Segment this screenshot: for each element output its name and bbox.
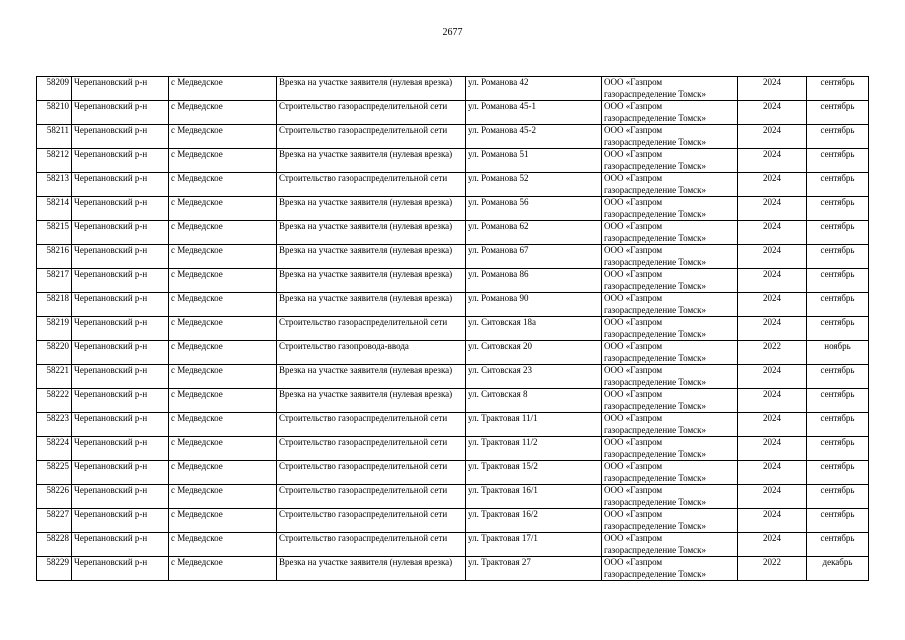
table-row — [37, 413, 869, 437]
year-cell: 2024 — [738, 389, 807, 413]
organization-cell — [602, 293, 738, 317]
row-number: 58224 — [37, 437, 72, 461]
year-cell: 2024 — [738, 365, 807, 389]
district-cell: Черепановский р-н — [72, 221, 169, 245]
organization-line-1: ООО «Газпром — [604, 461, 663, 471]
year-cell: 2024 — [738, 77, 807, 101]
organization-cell — [602, 245, 738, 269]
district-cell: Черепановский р-н — [72, 557, 169, 581]
work-type-cell: Врезка на участке заявителя (нулевая врезка) — [277, 245, 466, 269]
year-cell: 2024 — [738, 437, 807, 461]
settlement-cell: с Медведское — [169, 557, 277, 581]
work-type-cell: Строительство газораспределительной сети — [277, 437, 466, 461]
organization-cell — [602, 485, 738, 509]
table-row — [37, 509, 869, 533]
month-cell: сентябрь — [807, 149, 869, 173]
year-cell: 2024 — [738, 149, 807, 173]
registry-rows — [37, 77, 869, 581]
year-cell: 2024 — [738, 221, 807, 245]
address-cell: ул. Ситовская 18а — [466, 317, 602, 341]
district-cell: Черепановский р-н — [72, 77, 169, 101]
month-cell: сентябрь — [807, 437, 869, 461]
table-row — [37, 197, 869, 221]
year-cell: 2024 — [738, 197, 807, 221]
work-type-cell: Врезка на участке заявителя (нулевая врезка) — [277, 77, 466, 101]
year-cell: 2022 — [738, 341, 807, 365]
month-cell: сентябрь — [807, 413, 869, 437]
year-cell: 2024 — [738, 413, 807, 437]
row-number: 58213 — [37, 173, 72, 197]
row-number: 58218 — [37, 293, 72, 317]
table-row — [37, 173, 869, 197]
organization-cell — [602, 413, 738, 437]
row-number: 58227 — [37, 509, 72, 533]
address-cell: ул. Романова 45-2 — [466, 125, 602, 149]
row-number: 58221 — [37, 365, 72, 389]
row-number: 58223 — [37, 413, 72, 437]
district-cell: Черепановский р-н — [72, 173, 169, 197]
work-type-cell: Врезка на участке заявителя (нулевая врезка) — [277, 149, 466, 173]
address-cell: ул. Романова 42 — [466, 77, 602, 101]
month-cell: сентябрь — [807, 245, 869, 269]
settlement-cell: с Медведское — [169, 317, 277, 341]
organization-line-1: ООО «Газпром — [604, 77, 663, 87]
district-cell: Черепановский р-н — [72, 437, 169, 461]
row-number: 58210 — [37, 101, 72, 125]
address-cell: ул. Романова 62 — [466, 221, 602, 245]
table-row — [37, 77, 869, 101]
year-cell: 2024 — [738, 173, 807, 197]
month-cell: сентябрь — [807, 293, 869, 317]
row-number: 58226 — [37, 485, 72, 509]
year-cell: 2024 — [738, 125, 807, 149]
table-row — [37, 485, 869, 509]
organization-line-2: газораспределение Томск» — [604, 280, 707, 291]
district-cell: Черепановский р-н — [72, 533, 169, 557]
organization-line-2: газораспределение Томск» — [604, 232, 707, 243]
organization-line-2: газораспределение Томск» — [604, 160, 707, 171]
district-cell: Черепановский р-н — [72, 269, 169, 293]
month-cell: сентябрь — [807, 269, 869, 293]
address-cell: ул. Романова 45-1 — [466, 101, 602, 125]
organization-cell — [602, 509, 738, 533]
work-type-cell: Строительство газораспределительной сети — [277, 125, 466, 149]
organization-line-2: газораспределение Томск» — [604, 328, 707, 339]
table-row — [37, 221, 869, 245]
district-cell: Черепановский р-н — [72, 389, 169, 413]
organization-cell — [602, 197, 738, 221]
organization-cell — [602, 77, 738, 101]
organization-line-1: ООО «Газпром — [604, 365, 663, 375]
table-row — [37, 341, 869, 365]
table-row — [37, 149, 869, 173]
organization-line-2: газораспределение Томск» — [604, 376, 707, 387]
organization-line-1: ООО «Газпром — [604, 293, 663, 303]
organization-line-1: ООО «Газпром — [604, 125, 663, 135]
table-row — [37, 269, 869, 293]
organization-cell — [602, 461, 738, 485]
organization-line-2: газораспределение Томск» — [604, 112, 707, 123]
organization-line-2: газораспределение Томск» — [604, 424, 707, 435]
month-cell: сентябрь — [807, 533, 869, 557]
address-cell: ул. Романова 86 — [466, 269, 602, 293]
table-row — [37, 245, 869, 269]
address-cell: ул. Романова 90 — [466, 293, 602, 317]
organization-line-2: газораспределение Томск» — [604, 568, 707, 579]
settlement-cell: с Медведское — [169, 341, 277, 365]
table-row — [37, 365, 869, 389]
organization-cell — [602, 389, 738, 413]
organization-line-1: ООО «Газпром — [604, 101, 663, 111]
month-cell: ноябрь — [807, 341, 869, 365]
district-cell: Черепановский р-н — [72, 317, 169, 341]
month-cell: сентябрь — [807, 173, 869, 197]
settlement-cell: с Медведское — [169, 389, 277, 413]
table-row — [37, 293, 869, 317]
organization-cell — [602, 101, 738, 125]
organization-line-1: ООО «Газпром — [604, 197, 663, 207]
table-row — [37, 533, 869, 557]
district-cell: Черепановский р-н — [72, 101, 169, 125]
table-row — [37, 317, 869, 341]
district-cell: Черепановский р-н — [72, 341, 169, 365]
work-type-cell: Врезка на участке заявителя (нулевая врезка) — [277, 557, 466, 581]
work-type-cell: Врезка на участке заявителя (нулевая врезка) — [277, 269, 466, 293]
table-row — [37, 557, 869, 581]
address-cell: ул. Ситовская 23 — [466, 365, 602, 389]
district-cell: Черепановский р-н — [72, 197, 169, 221]
organization-cell — [602, 269, 738, 293]
organization-cell — [602, 149, 738, 173]
settlement-cell: с Медведское — [169, 125, 277, 149]
table-row — [37, 461, 869, 485]
month-cell: сентябрь — [807, 461, 869, 485]
organization-line-1: ООО «Газпром — [604, 221, 663, 231]
address-cell: ул. Трактовая 27 — [466, 557, 602, 581]
row-number: 58219 — [37, 317, 72, 341]
table-row — [37, 389, 869, 413]
organization-cell — [602, 173, 738, 197]
settlement-cell: с Медведское — [169, 437, 277, 461]
organization-line-2: газораспределение Томск» — [604, 496, 707, 507]
organization-line-2: газораспределение Томск» — [604, 448, 707, 459]
organization-line-1: ООО «Газпром — [604, 317, 663, 327]
settlement-cell: с Медведское — [169, 269, 277, 293]
district-cell: Черепановский р-н — [72, 461, 169, 485]
row-number: 58225 — [37, 461, 72, 485]
work-type-cell: Строительство газораспределительной сети — [277, 413, 466, 437]
organization-line-1: ООО «Газпром — [604, 245, 663, 255]
organization-cell — [602, 557, 738, 581]
month-cell: декабрь — [807, 557, 869, 581]
organization-line-1: ООО «Газпром — [604, 437, 663, 447]
settlement-cell: с Медведское — [169, 221, 277, 245]
organization-line-1: ООО «Газпром — [604, 389, 663, 399]
row-number: 58214 — [37, 197, 72, 221]
row-number: 58220 — [37, 341, 72, 365]
settlement-cell: с Медведское — [169, 101, 277, 125]
page-number: 2677 — [442, 27, 463, 38]
year-cell: 2024 — [738, 485, 807, 509]
organization-cell — [602, 533, 738, 557]
month-cell: сентябрь — [807, 101, 869, 125]
organization-line-2: газораспределение Томск» — [604, 136, 707, 147]
organization-line-1: ООО «Газпром — [604, 557, 663, 567]
work-type-cell: Врезка на участке заявителя (нулевая врезка) — [277, 293, 466, 317]
address-cell: ул. Трактовая 16/2 — [466, 509, 602, 533]
year-cell: 2024 — [738, 245, 807, 269]
month-cell: сентябрь — [807, 485, 869, 509]
district-cell: Черепановский р-н — [72, 149, 169, 173]
table-row — [37, 101, 869, 125]
year-cell: 2024 — [738, 317, 807, 341]
work-type-cell: Строительство газораспределительной сети — [277, 485, 466, 509]
settlement-cell: с Медведское — [169, 77, 277, 101]
district-cell: Черепановский р-н — [72, 125, 169, 149]
table-row — [37, 437, 869, 461]
year-cell: 2024 — [738, 269, 807, 293]
organization-line-1: ООО «Газпром — [604, 149, 663, 159]
district-cell: Черепановский р-н — [72, 245, 169, 269]
organization-line-1: ООО «Газпром — [604, 485, 663, 495]
work-type-cell: Строительство газораспределительной сети — [277, 461, 466, 485]
district-cell: Черепановский р-н — [72, 293, 169, 317]
row-number: 58228 — [37, 533, 72, 557]
organization-line-2: газораспределение Томск» — [604, 184, 707, 195]
settlement-cell: с Медведское — [169, 173, 277, 197]
settlement-cell: с Медведское — [169, 197, 277, 221]
work-type-cell: Строительство газораспределительной сети — [277, 173, 466, 197]
work-type-cell: Строительство газораспределительной сети — [277, 533, 466, 557]
organization-line-2: газораспределение Томск» — [604, 88, 707, 99]
address-cell: ул. Романова 67 — [466, 245, 602, 269]
table-row — [37, 125, 869, 149]
work-type-cell: Врезка на участке заявителя (нулевая врезка) — [277, 389, 466, 413]
organization-line-1: ООО «Газпром — [604, 173, 663, 183]
address-cell: ул. Романова 52 — [466, 173, 602, 197]
row-number: 58217 — [37, 269, 72, 293]
address-cell: ул. Трактовая 11/1 — [466, 413, 602, 437]
organization-line-2: газораспределение Томск» — [604, 400, 707, 411]
month-cell: сентябрь — [807, 509, 869, 533]
address-cell: ул. Ситовская 20 — [466, 341, 602, 365]
settlement-cell: с Медведское — [169, 509, 277, 533]
organization-line-2: газораспределение Томск» — [604, 520, 707, 531]
row-number: 58222 — [37, 389, 72, 413]
year-cell: 2024 — [738, 509, 807, 533]
year-cell: 2024 — [738, 293, 807, 317]
settlement-cell: с Медведское — [169, 461, 277, 485]
organization-cell — [602, 317, 738, 341]
settlement-cell: с Медведское — [169, 293, 277, 317]
organization-line-2: газораспределение Томск» — [604, 304, 707, 315]
work-type-cell: Строительство газораспределительной сети — [277, 101, 466, 125]
address-cell: ул. Романова 51 — [466, 149, 602, 173]
work-type-cell: Врезка на участке заявителя (нулевая врезка) — [277, 365, 466, 389]
organization-line-2: газораспределение Томск» — [604, 208, 707, 219]
organization-line-1: ООО «Газпром — [604, 341, 663, 351]
address-cell: ул. Трактовая 15/2 — [466, 461, 602, 485]
address-cell: ул. Трактовая 17/1 — [466, 533, 602, 557]
district-cell: Черепановский р-н — [72, 509, 169, 533]
organization-line-1: ООО «Газпром — [604, 533, 663, 543]
address-cell: ул. Ситовская 8 — [466, 389, 602, 413]
month-cell: сентябрь — [807, 125, 869, 149]
year-cell: 2024 — [738, 101, 807, 125]
row-number: 58211 — [37, 125, 72, 149]
organization-cell — [602, 221, 738, 245]
address-cell: ул. Трактовая 11/2 — [466, 437, 602, 461]
organization-line-1: ООО «Газпром — [604, 269, 663, 279]
row-number: 58229 — [37, 557, 72, 581]
month-cell: сентябрь — [807, 197, 869, 221]
organization-line-1: ООО «Газпром — [604, 509, 663, 519]
settlement-cell: с Медведское — [169, 245, 277, 269]
organization-line-2: газораспределение Томск» — [604, 472, 707, 483]
month-cell: сентябрь — [807, 77, 869, 101]
work-type-cell: Строительство газораспределительной сети — [277, 317, 466, 341]
organization-cell — [602, 365, 738, 389]
row-number: 58212 — [37, 149, 72, 173]
row-number: 58216 — [37, 245, 72, 269]
address-cell: ул. Трактовая 16/1 — [466, 485, 602, 509]
work-type-cell: Строительство газопровода-ввода — [277, 341, 466, 365]
district-cell: Черепановский р-н — [72, 365, 169, 389]
organization-line-1: ООО «Газпром — [604, 413, 663, 423]
district-cell: Черепановский р-н — [72, 485, 169, 509]
settlement-cell: с Медведское — [169, 365, 277, 389]
year-cell: 2024 — [738, 533, 807, 557]
settlement-cell: с Медведское — [169, 485, 277, 509]
organization-line-2: газораспределение Томск» — [604, 544, 707, 555]
district-cell: Черепановский р-н — [72, 413, 169, 437]
row-number: 58209 — [37, 77, 72, 101]
year-cell: 2024 — [738, 461, 807, 485]
organization-line-2: газораспределение Томск» — [604, 256, 707, 267]
month-cell: сентябрь — [807, 365, 869, 389]
month-cell: сентябрь — [807, 389, 869, 413]
organization-cell — [602, 341, 738, 365]
settlement-cell: с Медведское — [169, 533, 277, 557]
settlement-cell: с Медведское — [169, 149, 277, 173]
row-number: 58215 — [37, 221, 72, 245]
work-type-cell: Врезка на участке заявителя (нулевая врезка) — [277, 221, 466, 245]
organization-cell — [602, 125, 738, 149]
address-cell: ул. Романова 56 — [466, 197, 602, 221]
work-type-cell: Врезка на участке заявителя (нулевая врезка) — [277, 197, 466, 221]
year-cell: 2022 — [738, 557, 807, 581]
organization-cell — [602, 437, 738, 461]
organization-line-2: газораспределение Томск» — [604, 352, 707, 363]
month-cell: сентябрь — [807, 221, 869, 245]
registry-table — [36, 76, 869, 581]
settlement-cell: с Медведское — [169, 413, 277, 437]
work-type-cell: Строительство газораспределительной сети — [277, 509, 466, 533]
month-cell: сентябрь — [807, 317, 869, 341]
